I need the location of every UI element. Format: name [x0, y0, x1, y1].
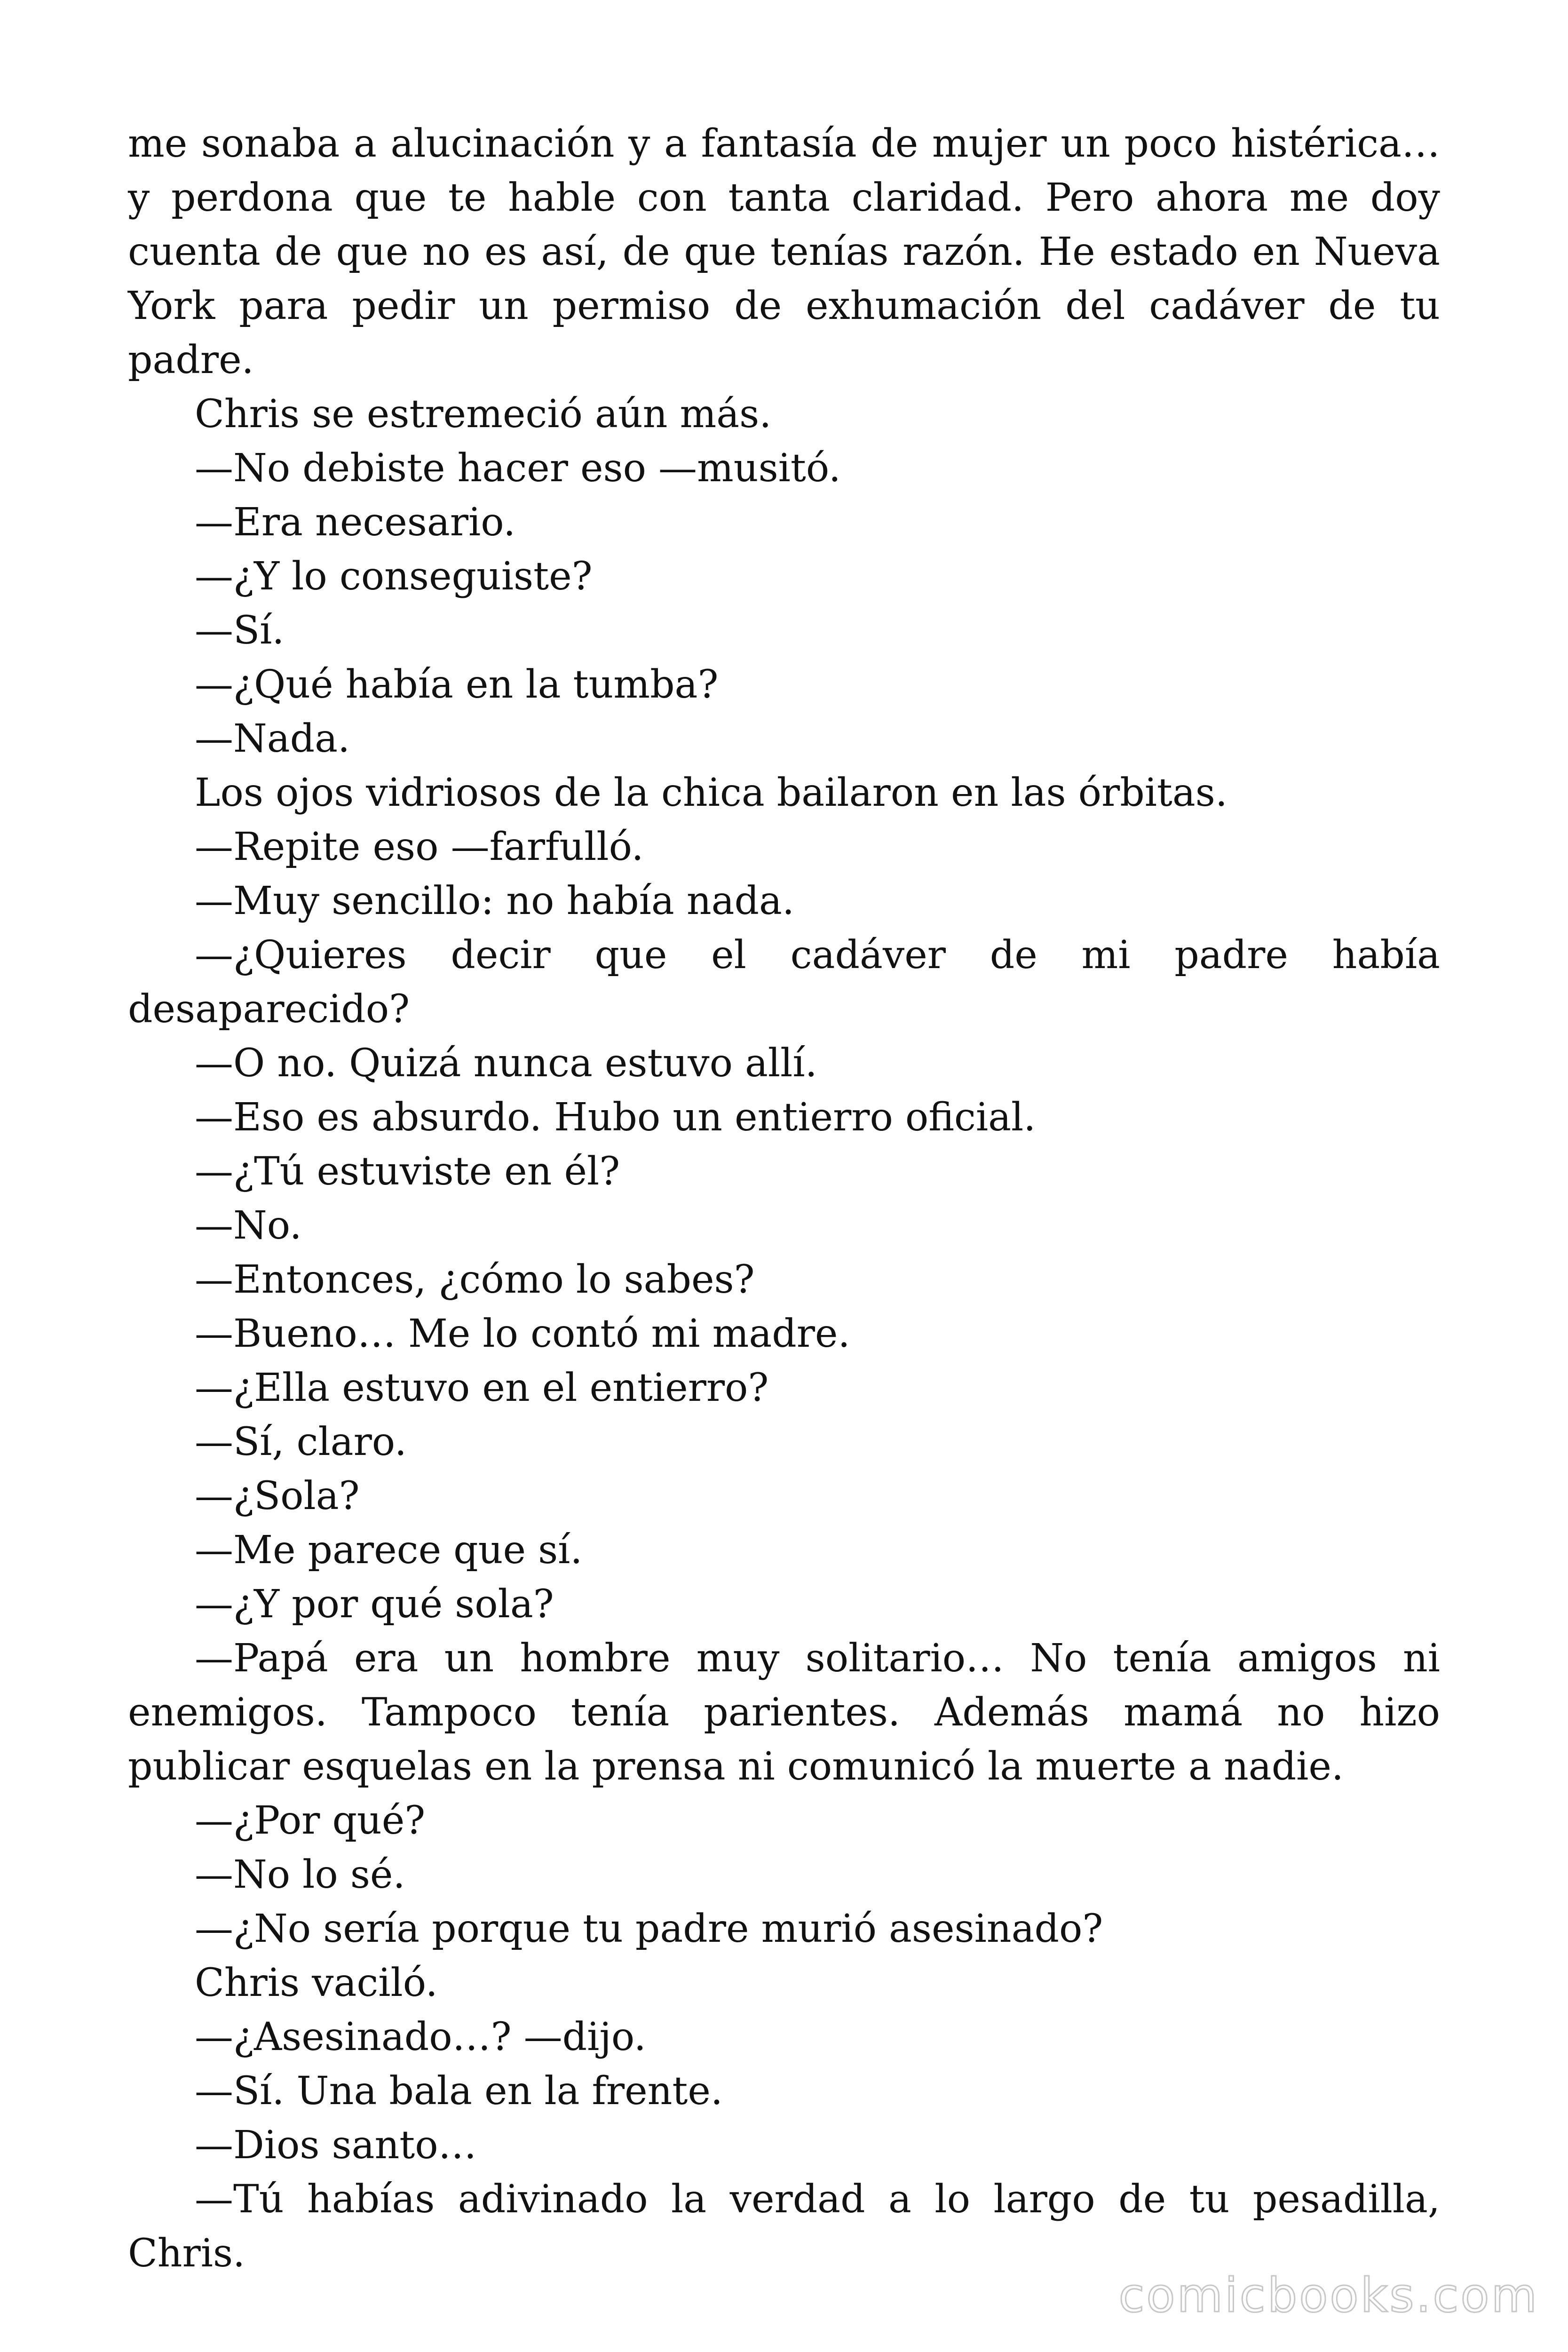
- paragraph: —Papá era un hombre muy solitario… No tenía amigos ni enemigos. Tampoco tenía parientes. Además mamá no hizo publicar esquelas en la prensa ni comunicó la muerte a nadie.: [128, 1636, 1440, 1789]
- paragraph: —Bueno… Me lo contó mi madre.: [195, 1311, 850, 1356]
- paragraph: —¿Tú estuviste en él?: [195, 1149, 620, 1194]
- paragraph: —Repite eso —farfulló.: [195, 825, 644, 869]
- paragraph: —Eso es absurdo. Hubo un entierro oficial.: [195, 1095, 1036, 1140]
- paragraph: —No.: [195, 1203, 302, 1248]
- watermark: comicbooks.com: [1118, 2268, 1539, 2323]
- paragraph: —¿Por qué?: [195, 1798, 426, 1843]
- paragraph: —Dios santo…: [195, 2123, 477, 2168]
- paragraph: —¿Sola?: [195, 1474, 360, 1518]
- paragraph: —Nada.: [195, 716, 350, 761]
- paragraph: —No lo sé.: [195, 1852, 405, 1897]
- page-body: [128, 117, 1440, 2280]
- paragraph: —¿Y por qué sola?: [195, 1582, 554, 1627]
- paragraph: —Entonces, ¿cómo lo sabes?: [195, 1257, 755, 1302]
- paragraph: —Me parece que sí.: [195, 1528, 583, 1573]
- paragraph: —Muy sencillo: no había nada.: [195, 879, 795, 923]
- paragraph: —Tú habías adivinado la verdad a lo largo de tu pesadilla, Chris.: [128, 2177, 1440, 2276]
- paragraph: —¿Qué había en la tumba?: [195, 662, 719, 707]
- paragraph: —Sí, claro.: [195, 1420, 407, 1464]
- paragraph: Chris vaciló.: [195, 1961, 438, 2005]
- paragraph: —No debiste hacer eso —musitó.: [195, 446, 841, 491]
- paragraph: me sonaba a alucinación y a fantasía de mujer un poco histérica… y perdona que te hable con tanta claridad. Pero ahora me doy cuenta de que no es así, de que tenías razón. He estado en Nueva York para pedir un permiso de exhumación del cadáver de tu padre.: [128, 121, 1440, 382]
- paragraph: Los ojos vidriosos de la chica bailaron en las órbitas.: [195, 771, 1227, 815]
- paragraph: —O no. Quizá nunca estuvo allí.: [195, 1041, 817, 1086]
- paragraph: —¿Ella estuvo en el entierro?: [195, 1366, 769, 1410]
- paragraph: —¿No sería porque tu padre murió asesinado?: [195, 1907, 1103, 1951]
- paragraph: —Sí.: [195, 608, 285, 653]
- paragraph: —¿Y lo conseguiste?: [195, 554, 593, 599]
- paragraph: —Era necesario.: [195, 500, 516, 545]
- paragraph: —¿Asesinado…? —dijo.: [195, 2015, 646, 2059]
- paragraph: —¿Quieres decir que el cadáver de mi padre había desaparecido?: [128, 933, 1440, 1032]
- paragraph: —Sí. Una bala en la frente.: [195, 2069, 723, 2114]
- paragraph: Chris se estremeció aún más.: [195, 392, 772, 437]
